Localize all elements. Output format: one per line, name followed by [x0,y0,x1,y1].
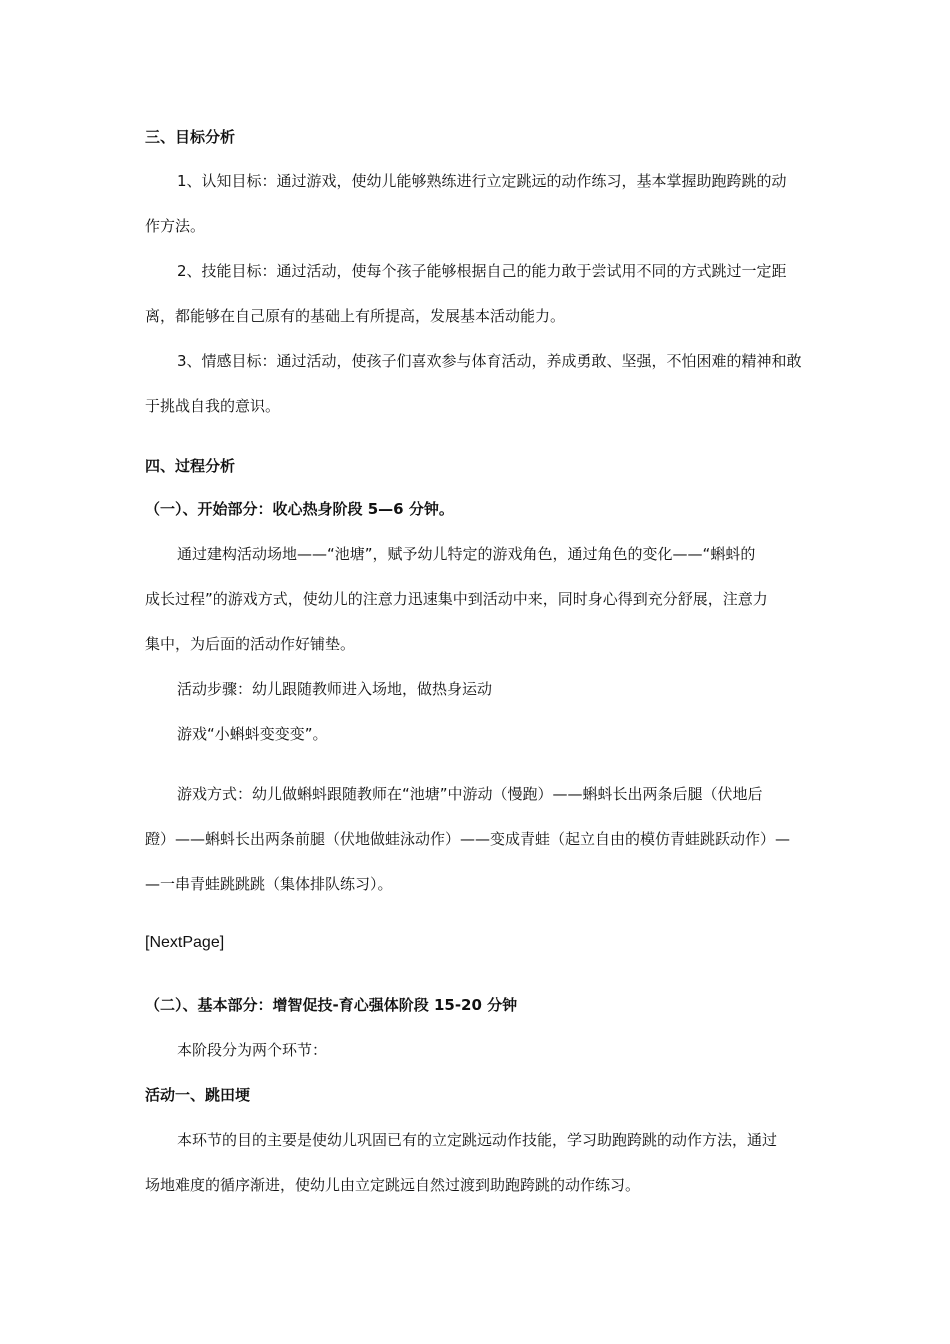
game-method-line-1: 游戏方式：幼儿做蝌蚪跟随教师在“池塘”中游动（慢跑）——蝌蚪长出两条后腿（伏地后 [177,785,763,803]
part-1-heading: （一）、开始部分：收心热身阶段 5—6 分钟。 [145,500,454,518]
next-page-marker: [NextPage] [145,934,225,951]
activity-1-line-2: 场地难度的循序渐进，使幼儿由立定跳远自然过渡到助跑跨跳的动作练习。 [145,1176,641,1194]
game-method-line-3: —一串青蛙跳跳跳（集体排队练习）。 [145,875,393,893]
part-2-intro: 本阶段分为两个环节： [177,1041,328,1059]
goal-1-line-2: 作方法。 [145,217,206,235]
goal-3-line-1: 3、情感目标：通过活动，使孩子们喜欢参与体育活动，养成勇敢、坚强，不怕困难的精神和敢 [177,352,802,370]
section-4-heading: 四、过程分析 [145,457,236,475]
goal-2-line-2: 离，都能够在自己原有的基础上有所提高，发展基本活动能力。 [145,307,566,325]
goal-3-line-2: 于挑战自我的意识。 [145,397,281,415]
part-2-heading: （二）、基本部分：增智促技-育心强体阶段 15-20 分钟 [145,996,518,1014]
section-3-heading: 三、目标分析 [145,128,236,146]
activity-1-heading: 活动一、跳田埂 [145,1086,251,1104]
game-method-line-2: 蹬）——蝌蚪长出两条前腿（伏地做蛙泳动作）——变成青蛙（起立自由的模仿青蛙跳跃动作）— [145,830,791,848]
part-1-paragraph-line-2: 成长过程”的游戏方式，使幼儿的注意力迅速集中到活动中来，同时身心得到充分舒展，注意力 [145,590,768,608]
goal-1-line-1: 1、认知目标：通过游戏，使幼儿能够熟练进行立定跳远的动作练习，基本掌握助跑跨跳的动 [177,172,787,190]
goal-2-line-1: 2、技能目标：通过活动，使每个孩子能够根据自己的能力敢于尝试用不同的方式跳过一定距 [177,262,787,280]
activity-steps-line: 活动步骤：幼儿跟随教师进入场地，做热身运动 [177,680,493,698]
game-name-line: 游戏“小蝌蚪变变变”。 [177,725,328,743]
part-1-paragraph-line-1: 通过建构活动场地——“池塘”，赋予幼儿特定的游戏角色，通过角色的变化——“蝌蚪的 [177,545,756,563]
part-1-paragraph-line-3: 集中，为后面的活动作好铺垫。 [145,635,356,653]
activity-1-line-1: 本环节的目的主要是使幼儿巩固已有的立定跳远动作技能，学习助跑跨跳的动作方法，通过 [177,1131,778,1149]
